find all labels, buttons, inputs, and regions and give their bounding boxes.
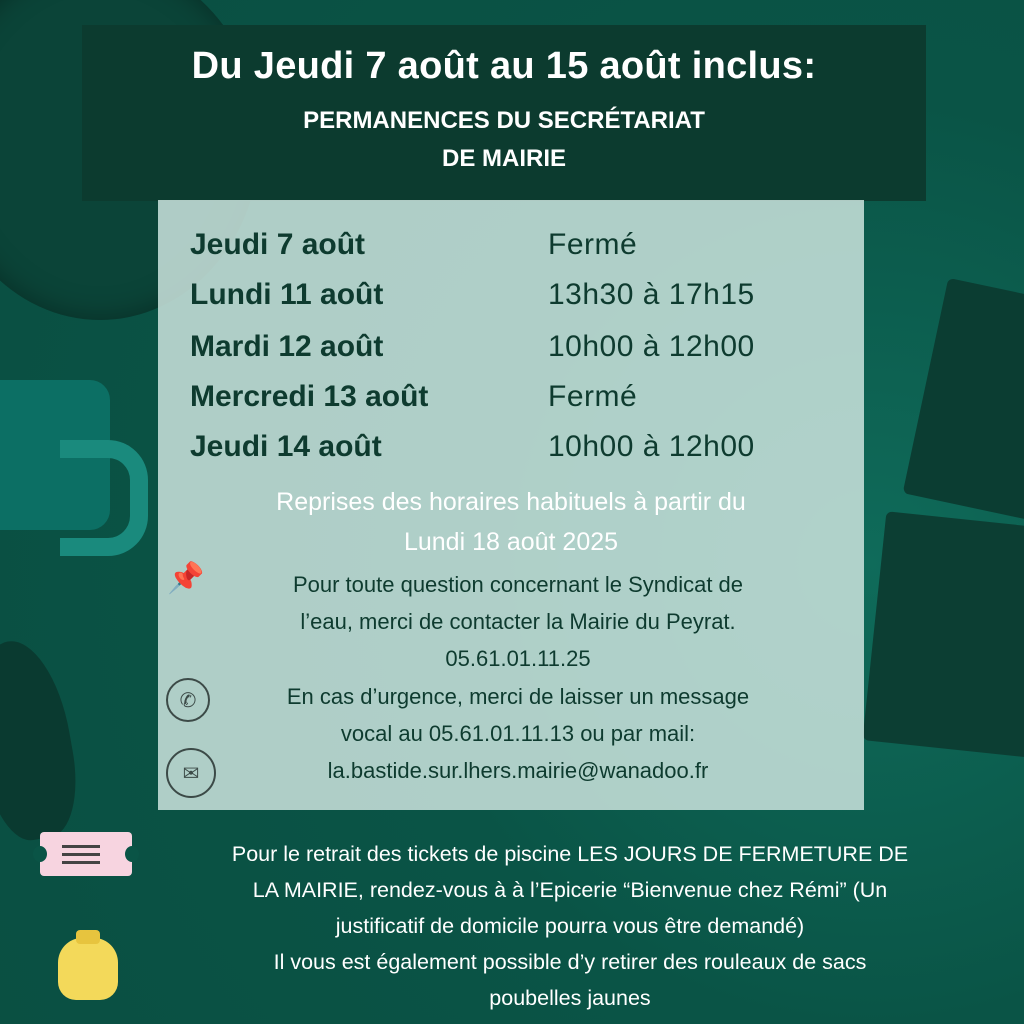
resume-notice — [158, 482, 864, 562]
trash-bag-icon — [58, 938, 118, 1000]
header-title: Du Jeudi 7 août au 15 août inclus: — [191, 45, 817, 87]
schedule-day: Jeudi 7 août — [190, 228, 366, 261]
schedule-day: Mercredi 13 août — [190, 380, 429, 413]
decorative-mug-handle — [60, 440, 148, 556]
decorative-book — [862, 511, 1024, 759]
syndicat-notice — [198, 566, 838, 677]
phone-icon: ✆ — [166, 678, 210, 722]
schedule-hours: 10h00 à 12h00 — [548, 430, 755, 463]
schedule-row — [190, 330, 850, 378]
urgence-notice — [198, 678, 838, 789]
header-subtitle — [82, 102, 926, 178]
piscine-line: Il vous est également possible d’y retirer des rouleaux de sacs — [273, 950, 867, 974]
piscine-line: LA MAIRIE, rendez-vous à à l’Epicerie “Bienvenue chez Rémi” (Un — [252, 878, 888, 902]
header-banner — [82, 25, 926, 201]
header-subtitle-line: DE MAIRIE — [441, 145, 566, 172]
schedule-row — [190, 380, 850, 428]
schedule-row — [190, 430, 850, 478]
schedule-panel — [158, 200, 864, 810]
piscine-line: poubelles jaunes — [489, 986, 651, 1010]
syndicat-line: l’eau, merci de contacter la Mairie du Peyrat. — [300, 609, 736, 634]
resume-line: Lundi 18 août 2025 — [403, 528, 619, 556]
piscine-notice — [140, 836, 1000, 1016]
urgence-email[interactable]: la.bastide.sur.lhers.mairie@wanadoo.fr — [327, 758, 709, 783]
schedule-row — [190, 228, 850, 276]
piscine-line: justificatif de domicile pourra vous être demandé) — [335, 914, 805, 938]
schedule-hours: 10h00 à 12h00 — [548, 330, 755, 363]
syndicat-phone: 05.61.01.11.25 — [445, 646, 591, 671]
pushpin-icon: 📌 — [167, 561, 205, 595]
schedule-hours: Fermé — [548, 228, 638, 261]
envelope-icon: ✉ — [166, 748, 216, 798]
schedule-day: Mardi 12 août — [190, 330, 384, 363]
urgence-line: En cas d’urgence, merci de laisser un message — [286, 684, 750, 709]
schedule-hours: Fermé — [548, 380, 638, 413]
header-subtitle-line: PERMANENCES DU SECRÉTARIAT — [303, 107, 705, 134]
piscine-line: Pour le retrait des tickets de piscine LES JOURS DE FERMETURE DE — [231, 842, 909, 866]
resume-line: Reprises des horaires habituels à partir du — [276, 488, 746, 516]
schedule-row — [190, 278, 850, 326]
schedule-day: Jeudi 14 août — [190, 430, 382, 463]
schedule-hours: 13h30 à 17h15 — [548, 278, 755, 311]
schedule-day: Lundi 11 août — [190, 278, 384, 311]
syndicat-line: Pour toute question concernant le Syndicat de — [292, 572, 744, 597]
ticket-icon — [40, 832, 132, 876]
urgence-line: vocal au 05.61.01.11.13 ou par mail: — [340, 721, 696, 746]
